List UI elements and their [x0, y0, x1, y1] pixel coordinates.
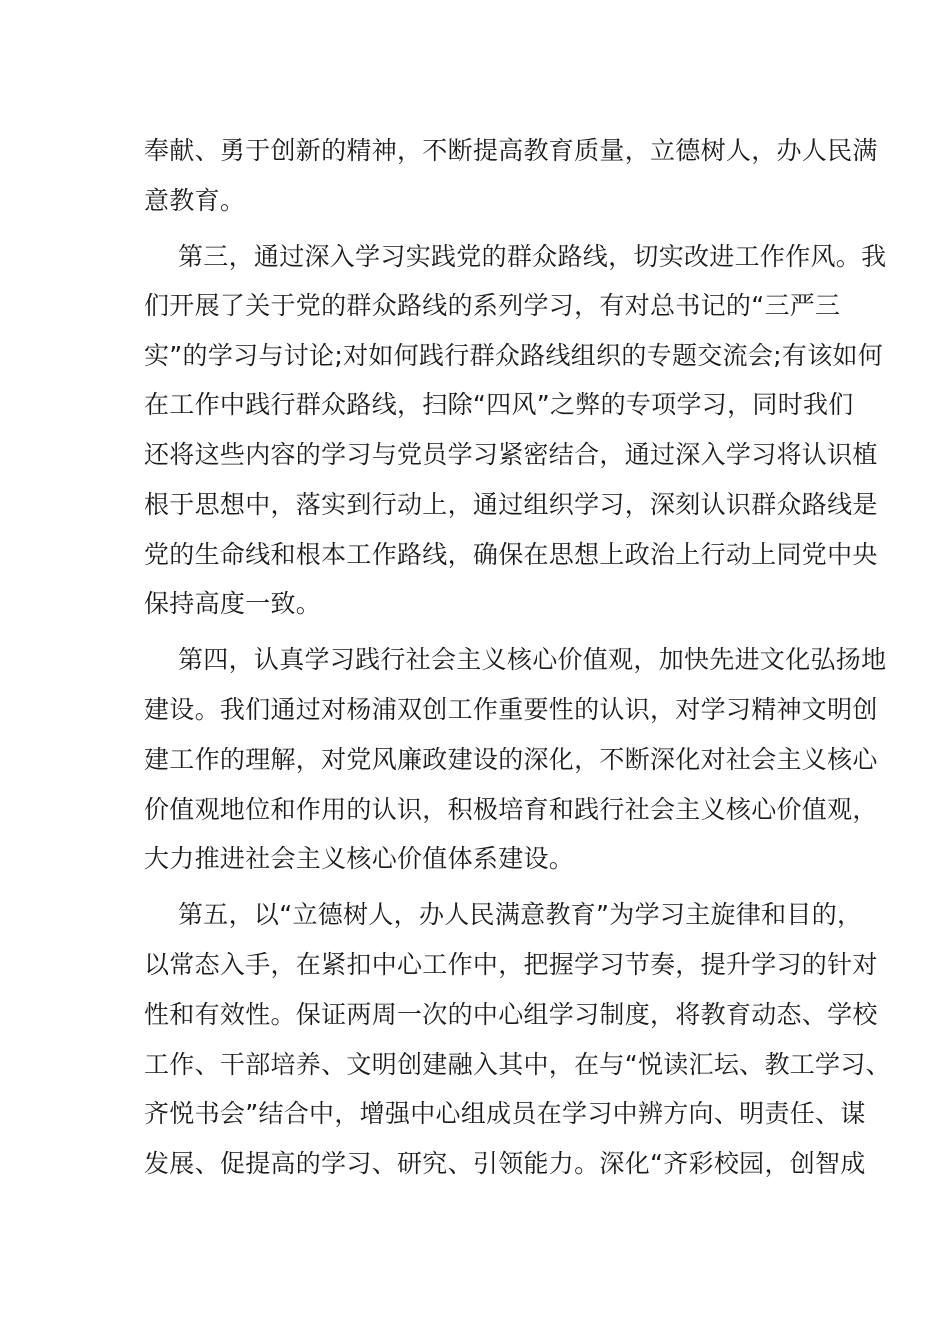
text-line: 以常态入手，在紧扣中心工作中，把握学习节奏，提升学习的针对: [144, 950, 878, 979]
text-line: 在工作中践行群众路线，扫除“四风”之弊的专项学习，同时我们: [144, 390, 854, 419]
text-line: 意教育。: [144, 186, 246, 215]
text-line: 建设。我们通过对杨浦双创工作重要性的认识，对学习精神文明创: [144, 695, 878, 724]
text-line: 第四，认真学习践行社会主义核心价值观，加快先进文化弘扬地: [178, 645, 887, 674]
text-line: 实”的学习与讨论;对如何践行群众路线组织的专题交流会;有该如何: [144, 341, 884, 370]
text-line: 们开展了关于党的群众路线的系列学习，有对总书记的“三严三: [144, 291, 841, 320]
text-line: 建工作的理解，对党风廉政建设的深化，不断深化对社会主义核心: [144, 745, 878, 774]
text-line: 性和有效性。保证两周一次的中心组学习制度，将教育动态、学校: [144, 1000, 878, 1029]
text-line: 党的生命线和根本工作路线，确保在思想上政治上行动上同党中央: [144, 540, 878, 569]
text-line: 保持高度一致。: [144, 589, 322, 618]
text-line: 奉献、勇于创新的精神，不断提高教育质量，立德树人，办人民满: [144, 136, 878, 165]
text-line: 第三，通过深入学习实践党的群众路线，切实改进工作作风。我: [178, 242, 887, 271]
text-line: 价值观地位和作用的认识，积极培育和践行社会主义核心价值观，: [144, 795, 878, 824]
text-line: 第五，以“立德树人，办人民满意教育”为学习主旋律和目的，: [178, 900, 863, 929]
text-line: 发展、促提高的学习、研究、引领能力。深化“齐彩校园，创智成: [144, 1149, 866, 1178]
text-line: 大力推进社会主义核心价值体系建设。: [144, 844, 575, 873]
text-line: 工作、干部培养、文明创建融入其中，在与“悦读汇坛、教工学习、: [144, 1050, 891, 1079]
text-line: 还将这些内容的学习与党员学习紧密结合，通过深入学习将认识植: [144, 440, 878, 469]
text-line: 根于思想中，落实到行动上，通过组织学习，深刻认识群众路线是: [144, 490, 878, 519]
text-line: 齐悦书会”结合中，增强中心组成员在学习中辨方向、明责任、谋: [144, 1099, 866, 1128]
